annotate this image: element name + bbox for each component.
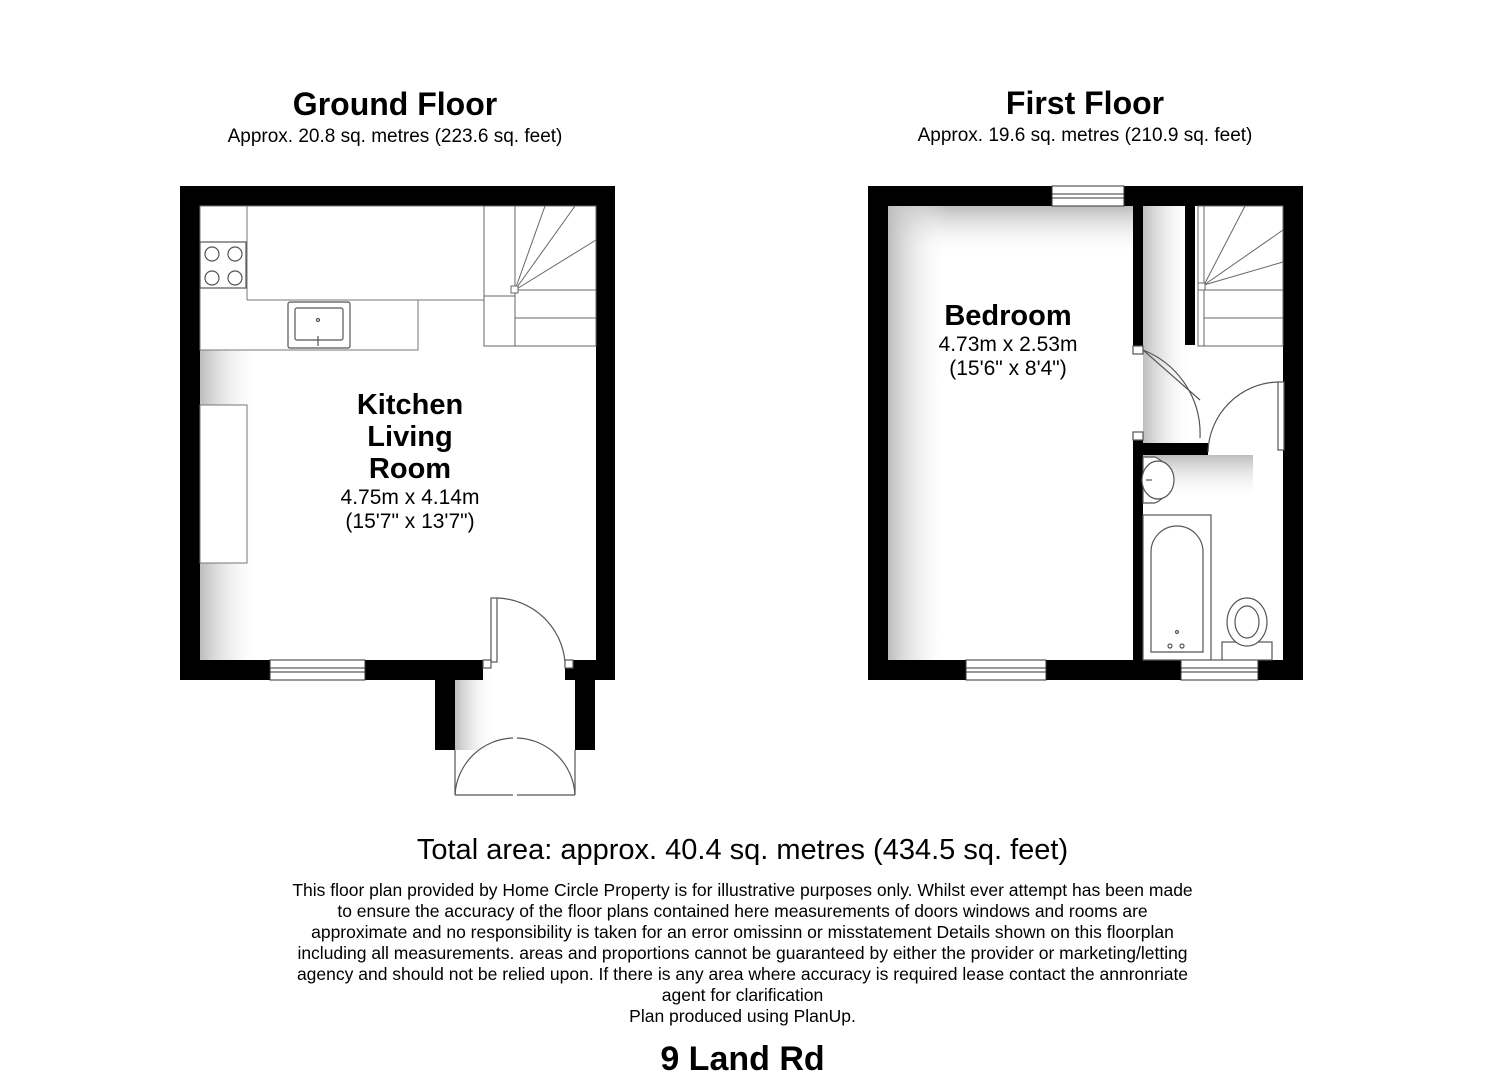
first-floor-stairs — [1198, 206, 1283, 346]
toilet-icon — [1222, 598, 1272, 660]
bathroom-door — [1208, 382, 1284, 452]
disclaimer-line: This floor plan provided by Home Circle Property is for illustrative purposes only. Whilst ever attempt has been made — [292, 880, 1193, 900]
disclaimer — [260, 880, 1225, 1027]
bedroom-dimensions-metric: 4.73m x 2.53m — [938, 332, 1078, 356]
room-name-line-2: Living — [367, 420, 453, 453]
hob-icon — [200, 242, 246, 288]
disclaimer-line: including all measurements. areas and proportions cannot be guaranteed by either the provider or marketing/letting — [297, 943, 1188, 963]
disclaimer-line: to ensure the accuracy of the floor plans contained here measurements of doors windows and rooms are — [337, 901, 1148, 921]
room-name-line-1: Kitchen — [356, 389, 464, 421]
ground-rear-window — [270, 660, 365, 680]
disclaimer-line: agent for clarification — [661, 985, 824, 1005]
bedroom-label — [898, 301, 1118, 381]
side-unit — [200, 405, 247, 563]
bath-icon — [1143, 515, 1211, 660]
ground-floor-area: Approx. 20.8 sq. metres (223.6 sq. feet) — [227, 126, 563, 147]
ground-inner-door — [483, 598, 573, 668]
total-area: Total area: approx. 40.4 sq. metres (434.5 sq. feet) — [416, 834, 1069, 866]
first-floor-plan — [868, 186, 1303, 680]
kitchen-living-room-label — [300, 390, 520, 534]
bedroom-dimensions-imperial: (15'6" x 8'4") — [949, 357, 1067, 381]
disclaimer-line: approximate and no responsibility is taken for an error omissinn or misstatement Details shown on this floorplan — [311, 922, 1174, 942]
room-name-line-3: Room — [368, 452, 452, 485]
room-dimensions-imperial: (15'7" x 13'7") — [345, 509, 475, 533]
ground-stairs — [484, 206, 596, 346]
disclaimer-line: Plan produced using PlanUp. — [629, 1006, 856, 1026]
sink-icon — [288, 302, 350, 348]
bedroom-name: Bedroom — [944, 300, 1072, 332]
first-floor-area: Approx. 19.6 sq. metres (210.9 sq. feet) — [917, 125, 1253, 146]
room-dimensions-metric: 4.75m x 4.14m — [340, 485, 480, 509]
disclaimer-line: agency and should not be relied upon. If there is any area where accuracy is required lease contact the annronriate — [296, 964, 1189, 984]
first-floor-title: First Floor — [1005, 85, 1165, 121]
property-address: 9 Land Rd — [660, 1040, 825, 1078]
ground-floor-title: Ground Floor — [292, 86, 498, 122]
